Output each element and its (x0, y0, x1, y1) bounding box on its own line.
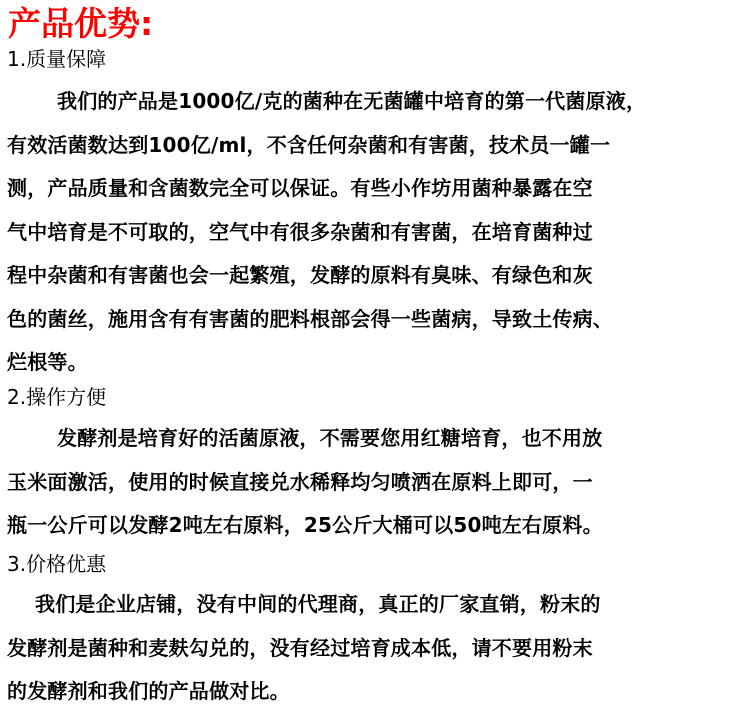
paragraph-line: 烂根等。 (7, 350, 88, 374)
paragraph-line: 发酵剂是菌种和麦麸勾兑的，没有经过培育成本低，请不要用粉末 (7, 635, 593, 660)
paragraph-line: 测，产品质量和含菌数完全可以保证。有些小作坊用菌种暴露在空 (7, 176, 593, 200)
paragraph-line: 发酵剂是培育好的活菌原液，不需要您用红糖培育，也不用放 (57, 426, 603, 450)
section-heading-convenience: 2.操作方便 (7, 385, 107, 409)
paragraph-line: 有效活菌数达到100亿/ml，不含任何杂菌和有害菌，技术员一罐一 (7, 132, 611, 157)
paragraph-line: 气中培育是不可取的，空气中有很多杂菌和有害菌，在培育菌种过 (7, 219, 593, 244)
section-body-convenience (7, 417, 747, 548)
paragraph-line: 程中杂菌和有害菌也会一起繁殖，发酵的原料有臭味、有绿色和灰 (7, 263, 593, 287)
paragraph-line: 我们是企业店铺，没有中间的代理商，真正的厂家直销，粉末的 (35, 592, 601, 616)
paragraph-line: 瓶一公斤可以发酵2吨左右原料，25公斤大桶可以50吨左右原料。 (7, 513, 603, 537)
page-title: 产品优势: (8, 4, 154, 43)
section-body-quality (7, 80, 747, 385)
section-heading-quality: 1.质量保障 (7, 47, 107, 71)
paragraph-line: 的发酵剂和我们的产品做对比。 (7, 679, 290, 703)
paragraph-line: 色的菌丝，施用含有有害菌的肥料根部会得一些菌病，导致土传病、 (7, 306, 613, 331)
section-heading-price: 3.价格优惠 (7, 552, 107, 576)
section-body-price (7, 583, 747, 714)
paragraph-line: 玉米面激活，使用的时候直接兑水稀释均匀喷洒在原料上即可，一 (7, 469, 593, 494)
paragraph-line: 我们的产品是1000亿/克的菌种在无菌罐中培育的第一代菌原液， (57, 89, 647, 113)
